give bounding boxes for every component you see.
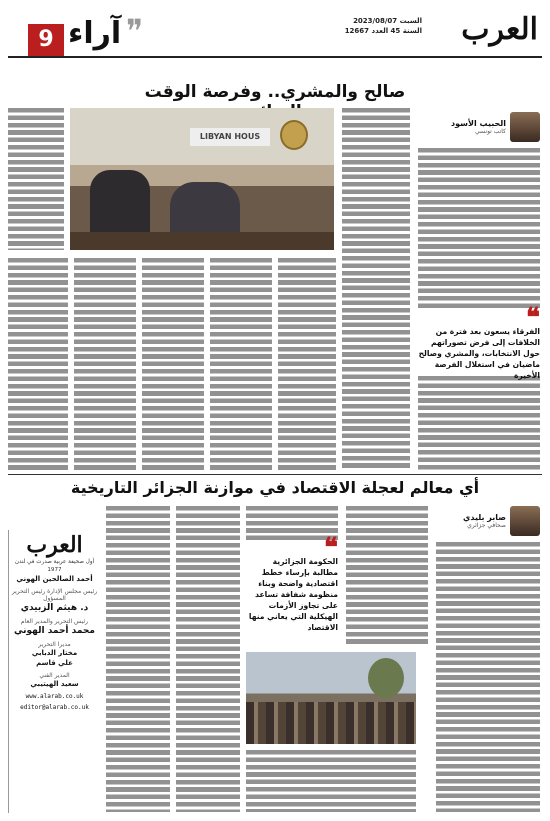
article1-column <box>142 258 204 470</box>
imprint-founder: أحمد الصالحين الهوني <box>16 575 93 583</box>
article1-column <box>74 258 136 470</box>
article1-column <box>418 376 540 470</box>
article1-column <box>8 258 68 470</box>
article2-column <box>176 506 240 812</box>
article2-column <box>346 506 428 646</box>
article1-column <box>342 108 410 470</box>
imprint-logo: العرب <box>26 532 83 558</box>
issue-date: السبت 2023/08/07 <box>353 17 422 25</box>
article2-author <box>440 506 540 536</box>
article1-column <box>210 258 272 470</box>
page-masthead <box>8 10 542 58</box>
article-divider <box>8 474 542 475</box>
article1-photo <box>70 108 334 250</box>
pullquote-text: الفرقاء يسعون بعد فترة من الخلافات إلى فرض تصوراتهم حول الانتخابات، والمشري وصالح ماضيان في استغلال الفرصة الأخيرة <box>418 327 540 380</box>
imprint-chair-name: د. هيثم الزبيدي <box>20 603 89 613</box>
imprint-box <box>8 530 100 813</box>
imprint-manager: مختار الدبابي <box>31 649 78 657</box>
article2-pullquote <box>246 533 338 633</box>
article1-pullquote <box>418 303 540 381</box>
photo-desk <box>70 232 334 250</box>
imprint-manager: علي قاسم <box>36 659 73 667</box>
article1-column <box>418 148 540 308</box>
article1-column <box>278 258 336 470</box>
author-name: صابر بليدي <box>463 513 506 522</box>
imprint-chair-label: رئيس مجلس الإدارة رئيس التحرير المسؤول <box>11 588 98 602</box>
author-avatar <box>510 112 540 142</box>
quote-mark-icon: ❝ <box>324 533 338 563</box>
photo-person <box>90 170 150 240</box>
imprint-managers-label: مديرا التحرير <box>38 641 71 648</box>
emblem-icon <box>280 120 308 150</box>
issue-number: السنة 45 العدد 12667 <box>344 27 422 35</box>
article2-headline: أي معالم لعجلة الاقتصاد في موازنة الجزائر التاريخية <box>70 478 480 497</box>
author-avatar <box>510 506 540 536</box>
quote-mark-icon: ❝ <box>526 303 540 333</box>
article1-headline: صالح والمشري.. وفرصة الوقت <box>144 82 406 102</box>
imprint-editor-label: رئيس التحرير والمدير العام <box>20 618 89 625</box>
pullquote-text: الحكومة الجزائرية مطالبة بإرساء خطط اقتصادية واضحة وبناء منظومة شفافة تساعد على تجاوز الأزمات الهيكلية التي يعاني منها الاقتصاد <box>248 557 338 632</box>
photo-crowd <box>246 702 416 744</box>
page-number: 9 <box>28 24 64 56</box>
imprint-website[interactable]: www.alarab.co.uk <box>25 693 84 700</box>
article2-column <box>246 750 416 812</box>
photo-sign: LIBYAN HOUS <box>190 128 270 146</box>
imprint-editor-name: محمد أحمد الهوني <box>14 626 95 636</box>
photo-tree <box>368 658 404 698</box>
article1-author <box>440 112 540 142</box>
newspaper-logo: العرب <box>461 12 538 47</box>
article1-column <box>8 108 64 250</box>
article2-photo <box>246 652 416 744</box>
article2-column <box>106 506 170 812</box>
issue-info <box>345 16 422 36</box>
author-role: كاتب تونسي <box>475 128 506 135</box>
imprint-email[interactable]: editor@alarab.co.uk <box>20 704 89 711</box>
article2-column <box>436 542 540 812</box>
imprint-tagline: أول صحيفة عربية صدرت في لندن 1977 <box>14 559 95 573</box>
author-role: صحافي جزائري <box>467 522 506 529</box>
imprint-art-label: المدير الفني <box>39 672 70 679</box>
author-name: الحبيب الأسود <box>451 119 506 128</box>
section-title: آراء <box>68 16 122 51</box>
imprint-art-name: سعيد الهيتيبي <box>30 680 79 688</box>
quote-icon: ❞ <box>126 12 144 50</box>
